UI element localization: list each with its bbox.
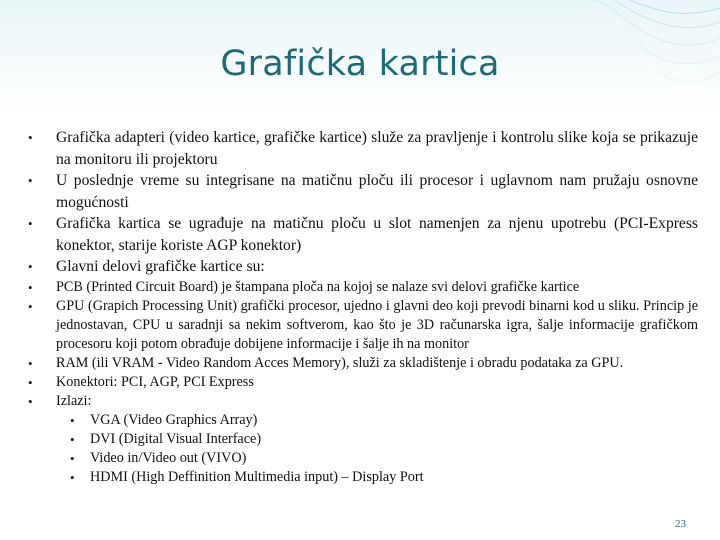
bullet-text: Glavni delovi grafičke kartice su: bbox=[56, 258, 265, 275]
bullet-text: U poslednje vreme su integrisane na matičnu ploču ili procesor i uglavnom nam pružaju osnovne mogućnosti bbox=[56, 172, 698, 211]
bullet-icon: • bbox=[28, 374, 33, 390]
part-text: Izlazi: bbox=[56, 392, 92, 409]
part-text: Konektori: PCI, AGP, PCI Express bbox=[56, 373, 254, 390]
part-item bbox=[28, 392, 698, 411]
output-item bbox=[28, 449, 698, 468]
part-item bbox=[28, 297, 698, 354]
bullet-icon: • bbox=[28, 130, 33, 145]
bullet-text: Grafička kartica se ugrađuje na matičnu ploču u slot namenjen za njenu upotrebu (PCI-Express konektor, starije koriste AGP konektor) bbox=[56, 215, 698, 254]
bullet-item bbox=[28, 127, 698, 170]
output-text: HDMI (High Deffinition Multimedia input) – Display Port bbox=[90, 469, 424, 486]
output-item bbox=[28, 430, 698, 449]
bullet-icon: • bbox=[28, 173, 33, 188]
bullet-icon: • bbox=[70, 470, 75, 486]
part-item bbox=[28, 354, 698, 373]
page-number: 23 bbox=[675, 518, 686, 530]
bullet-item bbox=[28, 170, 698, 213]
part-text: PCB (Printed Circuit Board) je štampana ploča na kojoj se nalaze svi delovi grafičke kartice bbox=[56, 278, 580, 295]
bullet-icon: • bbox=[28, 298, 33, 314]
part-text: RAM (ili VRAM - Video Random Acces Memory), služi za skladištenje i obradu podataka za GPU. bbox=[56, 354, 624, 371]
bullet-icon: • bbox=[70, 412, 75, 428]
output-item bbox=[28, 411, 698, 430]
bullet-icon: • bbox=[28, 259, 33, 274]
bullet-item bbox=[28, 213, 698, 256]
part-item bbox=[28, 373, 698, 392]
bullet-icon: • bbox=[28, 393, 33, 409]
part-item bbox=[28, 278, 698, 297]
slide-title: Grafička kartica bbox=[220, 44, 500, 84]
output-text: DVI (Digital Visual Interface) bbox=[90, 430, 262, 447]
bullet-icon: • bbox=[70, 451, 75, 467]
bullet-icon: • bbox=[70, 431, 75, 447]
bullet-icon: • bbox=[28, 216, 33, 231]
slide-content bbox=[28, 127, 698, 488]
output-text: Video in/Video out (VIVO) bbox=[90, 450, 247, 467]
bullet-icon: • bbox=[28, 279, 33, 295]
part-text: GPU (Grapich Processing Unit) grafički procesor, ujedno i glavni deo koji prevodi binarni kod u sliku. Princip je jednostavan, CPU u saradnji sa nekim softverom, kao što je 3D računarska igra, šalje informacije grafičkom procesoru koji potom obrađuje dobijene informacije i šalje ih na monitor bbox=[56, 297, 698, 352]
bullet-text: Grafička adapteri (video kartice, grafičke kartice) služe za pravljenje i kontrolu slike koja se prikazuje na monitoru ili projektoru bbox=[56, 129, 698, 168]
output-text: VGA (Video Graphics Array) bbox=[90, 411, 258, 428]
bullet-item bbox=[28, 256, 698, 278]
output-item bbox=[28, 468, 698, 487]
bullet-icon: • bbox=[28, 355, 33, 371]
